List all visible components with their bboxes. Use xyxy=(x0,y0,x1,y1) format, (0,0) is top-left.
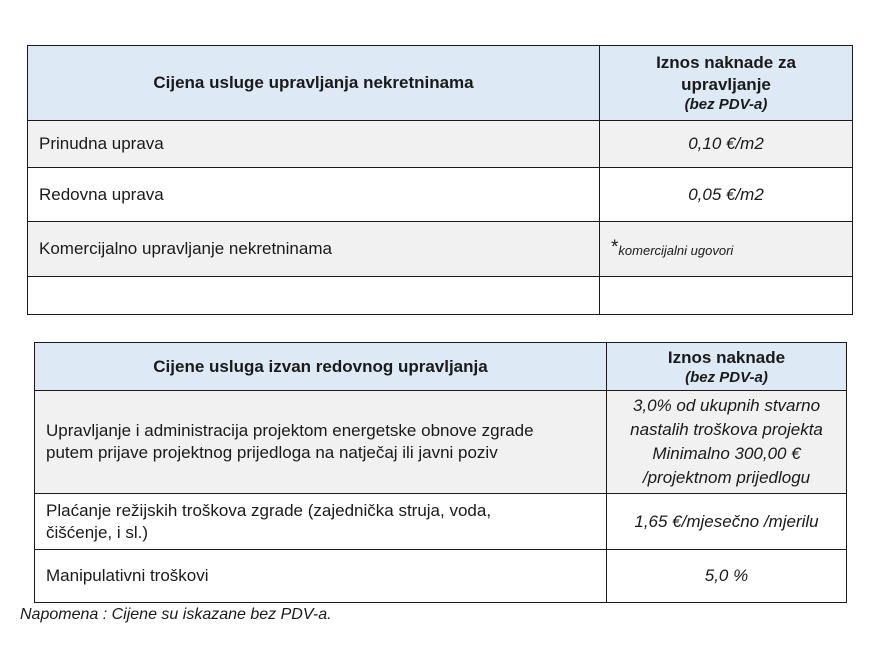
management-price-table xyxy=(27,45,853,315)
fee-line: 3,0% od ukupnih stvarno xyxy=(632,396,821,415)
header-fee-note: (bez PDV-a) xyxy=(685,368,768,386)
table-row xyxy=(28,222,853,277)
fee-line: /projektnom prijedlogu xyxy=(642,468,811,487)
asterisk-mark: * xyxy=(611,236,619,258)
service-line1: Plaćanje režijskih troškova zgrade (zajednička struja, voda, xyxy=(46,500,492,520)
service-cell: Manipulativni troškovi xyxy=(35,550,607,603)
header-fee-line2: upravljanje xyxy=(681,75,771,94)
service-cell xyxy=(35,494,607,550)
footnote: Napomena : Cijene su iskazane bez PDV-a. xyxy=(20,606,332,623)
fee-cell xyxy=(600,222,853,277)
header-fee xyxy=(600,46,853,121)
header-service: Cijene usluga izvan redovnog upravljanja xyxy=(35,343,607,391)
table-header-row xyxy=(35,343,847,391)
fee-line: Minimalno 300,00 € xyxy=(652,444,801,463)
fee-cell xyxy=(607,391,847,494)
header-fee-note: (bez PDV-a) xyxy=(684,96,768,113)
extra-services-price-table xyxy=(34,342,847,603)
table-row xyxy=(28,277,853,315)
fee-line: nastalih troškova projekta xyxy=(630,420,823,439)
table-row xyxy=(35,494,847,550)
table-header-row xyxy=(28,46,853,121)
service-cell: Redovna uprava xyxy=(28,168,600,222)
fee-cell: 0,10 €/m2 xyxy=(600,121,853,168)
header-service: Cijena usluge upravljanja nekretninama xyxy=(28,46,600,121)
service-cell: Prinudna uprava xyxy=(28,121,600,168)
fee-text: komercijalni ugovori xyxy=(618,242,734,258)
service-cell xyxy=(28,277,600,315)
header-fee xyxy=(607,343,847,391)
service-cell: Komercijalno upravljanje nekretninama xyxy=(28,222,600,277)
table-row xyxy=(28,168,853,222)
fee-cell: 5,0 % xyxy=(607,550,847,603)
table-row xyxy=(35,550,847,603)
fee-cell: 0,05 €/m2 xyxy=(600,168,853,222)
table-row xyxy=(35,391,847,494)
header-fee-line1: Iznos naknade xyxy=(667,347,786,367)
service-cell xyxy=(35,391,607,494)
service-line2: čišćenje, i sl.) xyxy=(46,522,149,542)
fee-cell: 1,65 €/mjesečno /mjerilu xyxy=(607,494,847,550)
table-row xyxy=(28,121,853,168)
service-line2: putem prijave projektnog prijedloga na natječaj ili javni poziv xyxy=(46,443,498,462)
fee-cell xyxy=(600,277,853,315)
header-fee-line1: Iznos naknade za xyxy=(656,53,796,72)
service-line1: Upravljanje i administracija projektom energetske obnove zgrade xyxy=(46,421,534,440)
